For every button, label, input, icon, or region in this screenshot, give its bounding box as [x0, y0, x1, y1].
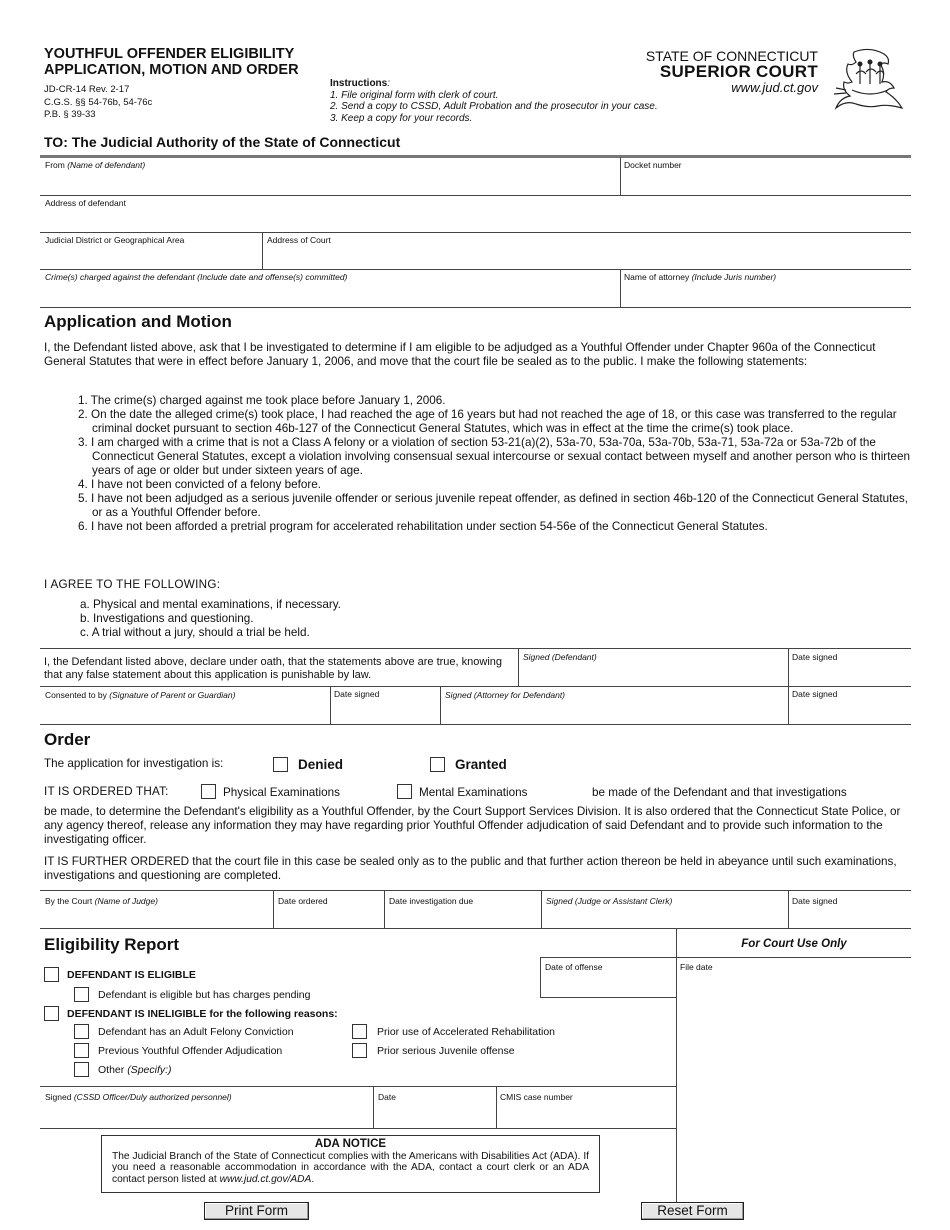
- denied-label: Denied: [298, 757, 344, 772]
- consented-label: Consented to by (Signature of Parent or Guardian): [45, 690, 236, 700]
- agree-item-b: b. Investigations and questioning.: [80, 612, 254, 625]
- date-signed-parent-input[interactable]: [332, 700, 438, 722]
- app-investigation-label: The application for investigation is:: [44, 757, 224, 770]
- from-label: From (Name of defendant): [45, 160, 146, 170]
- date-of-offense-input[interactable]: [542, 972, 674, 996]
- prior-juvenile-label: Prior serious Juvenile offense: [377, 1045, 515, 1057]
- crimes-input[interactable]: [40, 282, 618, 306]
- practice-book: P.B. § 39-33: [44, 109, 96, 120]
- date-signed-parent-label: Date signed: [334, 689, 380, 699]
- signed-attorney-label: Signed (Attorney for Defendant): [445, 690, 566, 700]
- cssd-date-input[interactable]: [375, 1102, 494, 1126]
- judge-name-input[interactable]: [40, 906, 271, 927]
- application-intro: I, the Defendant listed above, ask that I be investigated to determine if I am eligible to be adjudged as a Youthful Offender under Chapter 960a of the Connecticut General Statutes that were in effect before January 1, 2006, and move that the court file be sealed as to the public. I make the following statements:: [44, 341, 876, 368]
- date-signed-defendant-input[interactable]: [790, 662, 910, 684]
- order-text: be made, to determine the Defendant's eligibility as a Youthful Offender, by the Court Support Services Division. It is also ordered that the Connecticut State Police, or any agency thereof, release any information they may have regarding prior Youthful Offender adjudication of said Defendant and to provide such information to the investigating officer.: [44, 805, 901, 846]
- address-court-label: Address of Court: [267, 235, 331, 245]
- statements-list: [78, 394, 914, 534]
- agree-item-c: c. A trial without a jury, should a trial be held.: [80, 626, 310, 639]
- eligibility-title: Eligibility Report: [44, 935, 180, 954]
- file-date-input[interactable]: [678, 972, 910, 1208]
- eligible-checkbox[interactable]: [44, 967, 59, 982]
- ada-link[interactable]: www.jud.ct.gov/ADA: [219, 1173, 312, 1185]
- date-investigation-due-input[interactable]: [386, 906, 539, 927]
- statement-4: 4. I have not been convicted of a felony before.: [78, 478, 322, 491]
- ada-title: ADA NOTICE: [314, 1138, 387, 1150]
- statement-2: 2. On the date the alleged crime(s) took place, I had reached the age of 16 years but had not reached the age of 18, or this case was transferred to the regular criminal docket pursuant to section 46b-127 of the Connecticut General Statutes, which was in effect at the time the crime(s) took place.: [78, 408, 897, 435]
- date-investigation-due-label: Date investigation due: [389, 896, 474, 906]
- ordered-that-label: IT IS ORDERED THAT:: [44, 785, 169, 798]
- ineligible-label: DEFENDANT IS INELIGIBLE for the following reasons:: [67, 1008, 338, 1020]
- judicial-district-input[interactable]: [40, 245, 260, 269]
- date-ordered-label: Date ordered: [278, 896, 328, 906]
- other-specify-input[interactable]: [170, 1061, 670, 1078]
- prior-ar-label: Prior use of Accelerated Rehabilitation: [377, 1026, 556, 1038]
- reset-form-button[interactable]: Reset Form: [641, 1202, 744, 1220]
- form-meta: [44, 84, 152, 122]
- date-ordered-input[interactable]: [275, 906, 382, 927]
- eligible-label: DEFENDANT IS ELIGIBLE: [67, 969, 196, 981]
- cssd-date-label: Date: [378, 1092, 396, 1102]
- ada-notice: [101, 1135, 600, 1193]
- agree-heading: I AGREE TO THE FOLLOWING:: [44, 578, 221, 591]
- docket-label: Docket number: [624, 160, 682, 170]
- other-checkbox[interactable]: [74, 1062, 89, 1077]
- date-signed-attorney-input[interactable]: [790, 700, 910, 722]
- statement-1: 1. The crime(s) charged against me took place before January 1, 2006.: [78, 394, 446, 407]
- signed-defendant-input[interactable]: [520, 662, 786, 684]
- court-use-only-label: For Court Use Only: [741, 938, 847, 950]
- attorney-input[interactable]: [622, 282, 910, 306]
- previous-yo-label: Previous Youthful Offender Adjudication: [98, 1045, 283, 1057]
- address-court-input[interactable]: [264, 245, 910, 269]
- judicial-district-label: Judicial District or Geographical Area: [45, 235, 185, 245]
- parent-signature-input[interactable]: [40, 700, 328, 722]
- date-signed-judge-label: Date signed: [792, 896, 838, 906]
- address-defendant-label: Address of defendant: [45, 198, 126, 208]
- form-title: YOUTHFUL OFFENDER ELIGIBILITY APPLICATION, MOTION AND ORDER: [44, 46, 299, 78]
- date-signed-label: Date signed: [792, 652, 838, 662]
- statutes: C.G.S. §§ 54-76b, 54-76c: [44, 96, 153, 108]
- cssd-signature-input[interactable]: [40, 1102, 371, 1126]
- previous-yo-checkbox[interactable]: [74, 1043, 89, 1058]
- further-ordered-text: IT IS FURTHER ORDERED that the court file in this case be sealed only as to the public and that further action thereon be held in abeyance until such examinations, investigations and questioning are completed.: [44, 855, 897, 882]
- granted-checkbox[interactable]: [430, 757, 445, 772]
- physical-exams-label: Physical Examinations: [223, 786, 340, 799]
- state-seal-icon: [832, 44, 908, 116]
- granted-label: Granted: [455, 757, 507, 772]
- file-date-label: File date: [680, 962, 713, 972]
- cmis-case-number-input[interactable]: [498, 1102, 675, 1126]
- judge-signature-input[interactable]: [543, 906, 786, 927]
- eligible-pending-checkbox[interactable]: [74, 987, 89, 1002]
- date-signed-attorney-label: Date signed: [792, 689, 838, 699]
- adult-felony-checkbox[interactable]: [74, 1024, 89, 1039]
- date-signed-judge-input[interactable]: [790, 906, 910, 927]
- court-header: STATE OF CONNECTICUT SUPERIOR COURT www.jud.ct.gov: [645, 48, 818, 95]
- order-title: Order: [44, 730, 91, 749]
- adult-felony-label: Defendant has an Adult Felony Conviction: [98, 1026, 294, 1038]
- prior-ar-checkbox[interactable]: [352, 1024, 367, 1039]
- attorney-signature-input[interactable]: [442, 700, 786, 722]
- statement-5: 5. I have not been adjudged as a serious juvenile offender or serious juvenile repeat offender, as defined in section 46b-120 of the Connecticut General Statutes, or as a Youthful Offender before.: [78, 492, 908, 519]
- ineligible-checkbox[interactable]: [44, 1006, 59, 1021]
- physical-exams-checkbox[interactable]: [201, 784, 216, 799]
- instructions: Instructions: 1. File original form with clerk of court. 2. Send a copy to CSSD, Adult Probation and the prosecutor in your case. 3. Keep a copy for your records.: [330, 78, 658, 124]
- statement-6: 6. I have not been afforded a pretrial program for accelerated rehabilitation under section 54-56e of the Connecticut General Statutes.: [78, 520, 768, 533]
- application-title: Application and Motion: [44, 312, 232, 331]
- denied-checkbox[interactable]: [273, 757, 288, 772]
- eligible-pending-label: Defendant is eligible but has charges pending: [98, 989, 311, 1001]
- date-of-offense-label: Date of offense: [545, 962, 603, 972]
- signed-judge-label: Signed (Judge or Assistant Clerk): [546, 896, 673, 906]
- agree-item-a: a. Physical and mental examinations, if necessary.: [80, 598, 341, 611]
- ada-text: The Judicial Branch of the State of Connecticut complies with the Americans with Disabilities Act (ADA). If you need a reasonable accommodation in accordance with the ADA, contact a court clerk or an ADA contact person listed at www.jud.ct.gov/ADA.: [112, 1150, 589, 1185]
- by-court-label: By the Court (Name of Judge): [45, 896, 158, 906]
- address-defendant-input[interactable]: [40, 208, 910, 232]
- form-id: JD-CR-14 Rev. 2-17: [44, 84, 130, 95]
- print-form-button[interactable]: Print Form: [204, 1202, 309, 1220]
- mental-exams-label: Mental Examinations: [419, 786, 528, 799]
- crimes-label: Crime(s) charged against the defendant (Include date and offense(s) committed): [45, 272, 348, 282]
- from-input[interactable]: [40, 170, 618, 194]
- attorney-label: Name of attorney (Include Juris number): [624, 272, 777, 282]
- other-label: Other (Specify:): [98, 1064, 172, 1076]
- to-line: TO: The Judicial Authority of the State of Connecticut: [44, 134, 401, 150]
- cmis-label: CMIS case number: [500, 1092, 573, 1102]
- docket-number-input[interactable]: [622, 170, 910, 194]
- mental-exams-checkbox[interactable]: [397, 784, 412, 799]
- signed-defendant-label: Signed (Defendant): [523, 652, 597, 662]
- be-made-text: be made of the Defendant and that investigations: [592, 786, 847, 799]
- statement-3: 3. I am charged with a crime that is not a Class A felony or a violation of section 53-21(a)(2), 53a-70, 53a-70a, 53a-70b, 53a-71, 53a-72a or 53a-72b of the Connecticut General Statutes, except a violation involving consensual sexual intercourse or sexual contact between myself and another person who is thirteen years of age or older but under sixteen years of age.: [78, 436, 910, 477]
- prior-juvenile-checkbox[interactable]: [352, 1043, 367, 1058]
- declaration-text: I, the Defendant listed above, declare under oath, that the statements above are true, knowing that any false statement about this application is punishable by law.: [44, 656, 503, 681]
- signed-cssd-label: Signed (CSSD Officer/Duly authorized personnel): [45, 1092, 232, 1102]
- agree-list: [80, 598, 580, 640]
